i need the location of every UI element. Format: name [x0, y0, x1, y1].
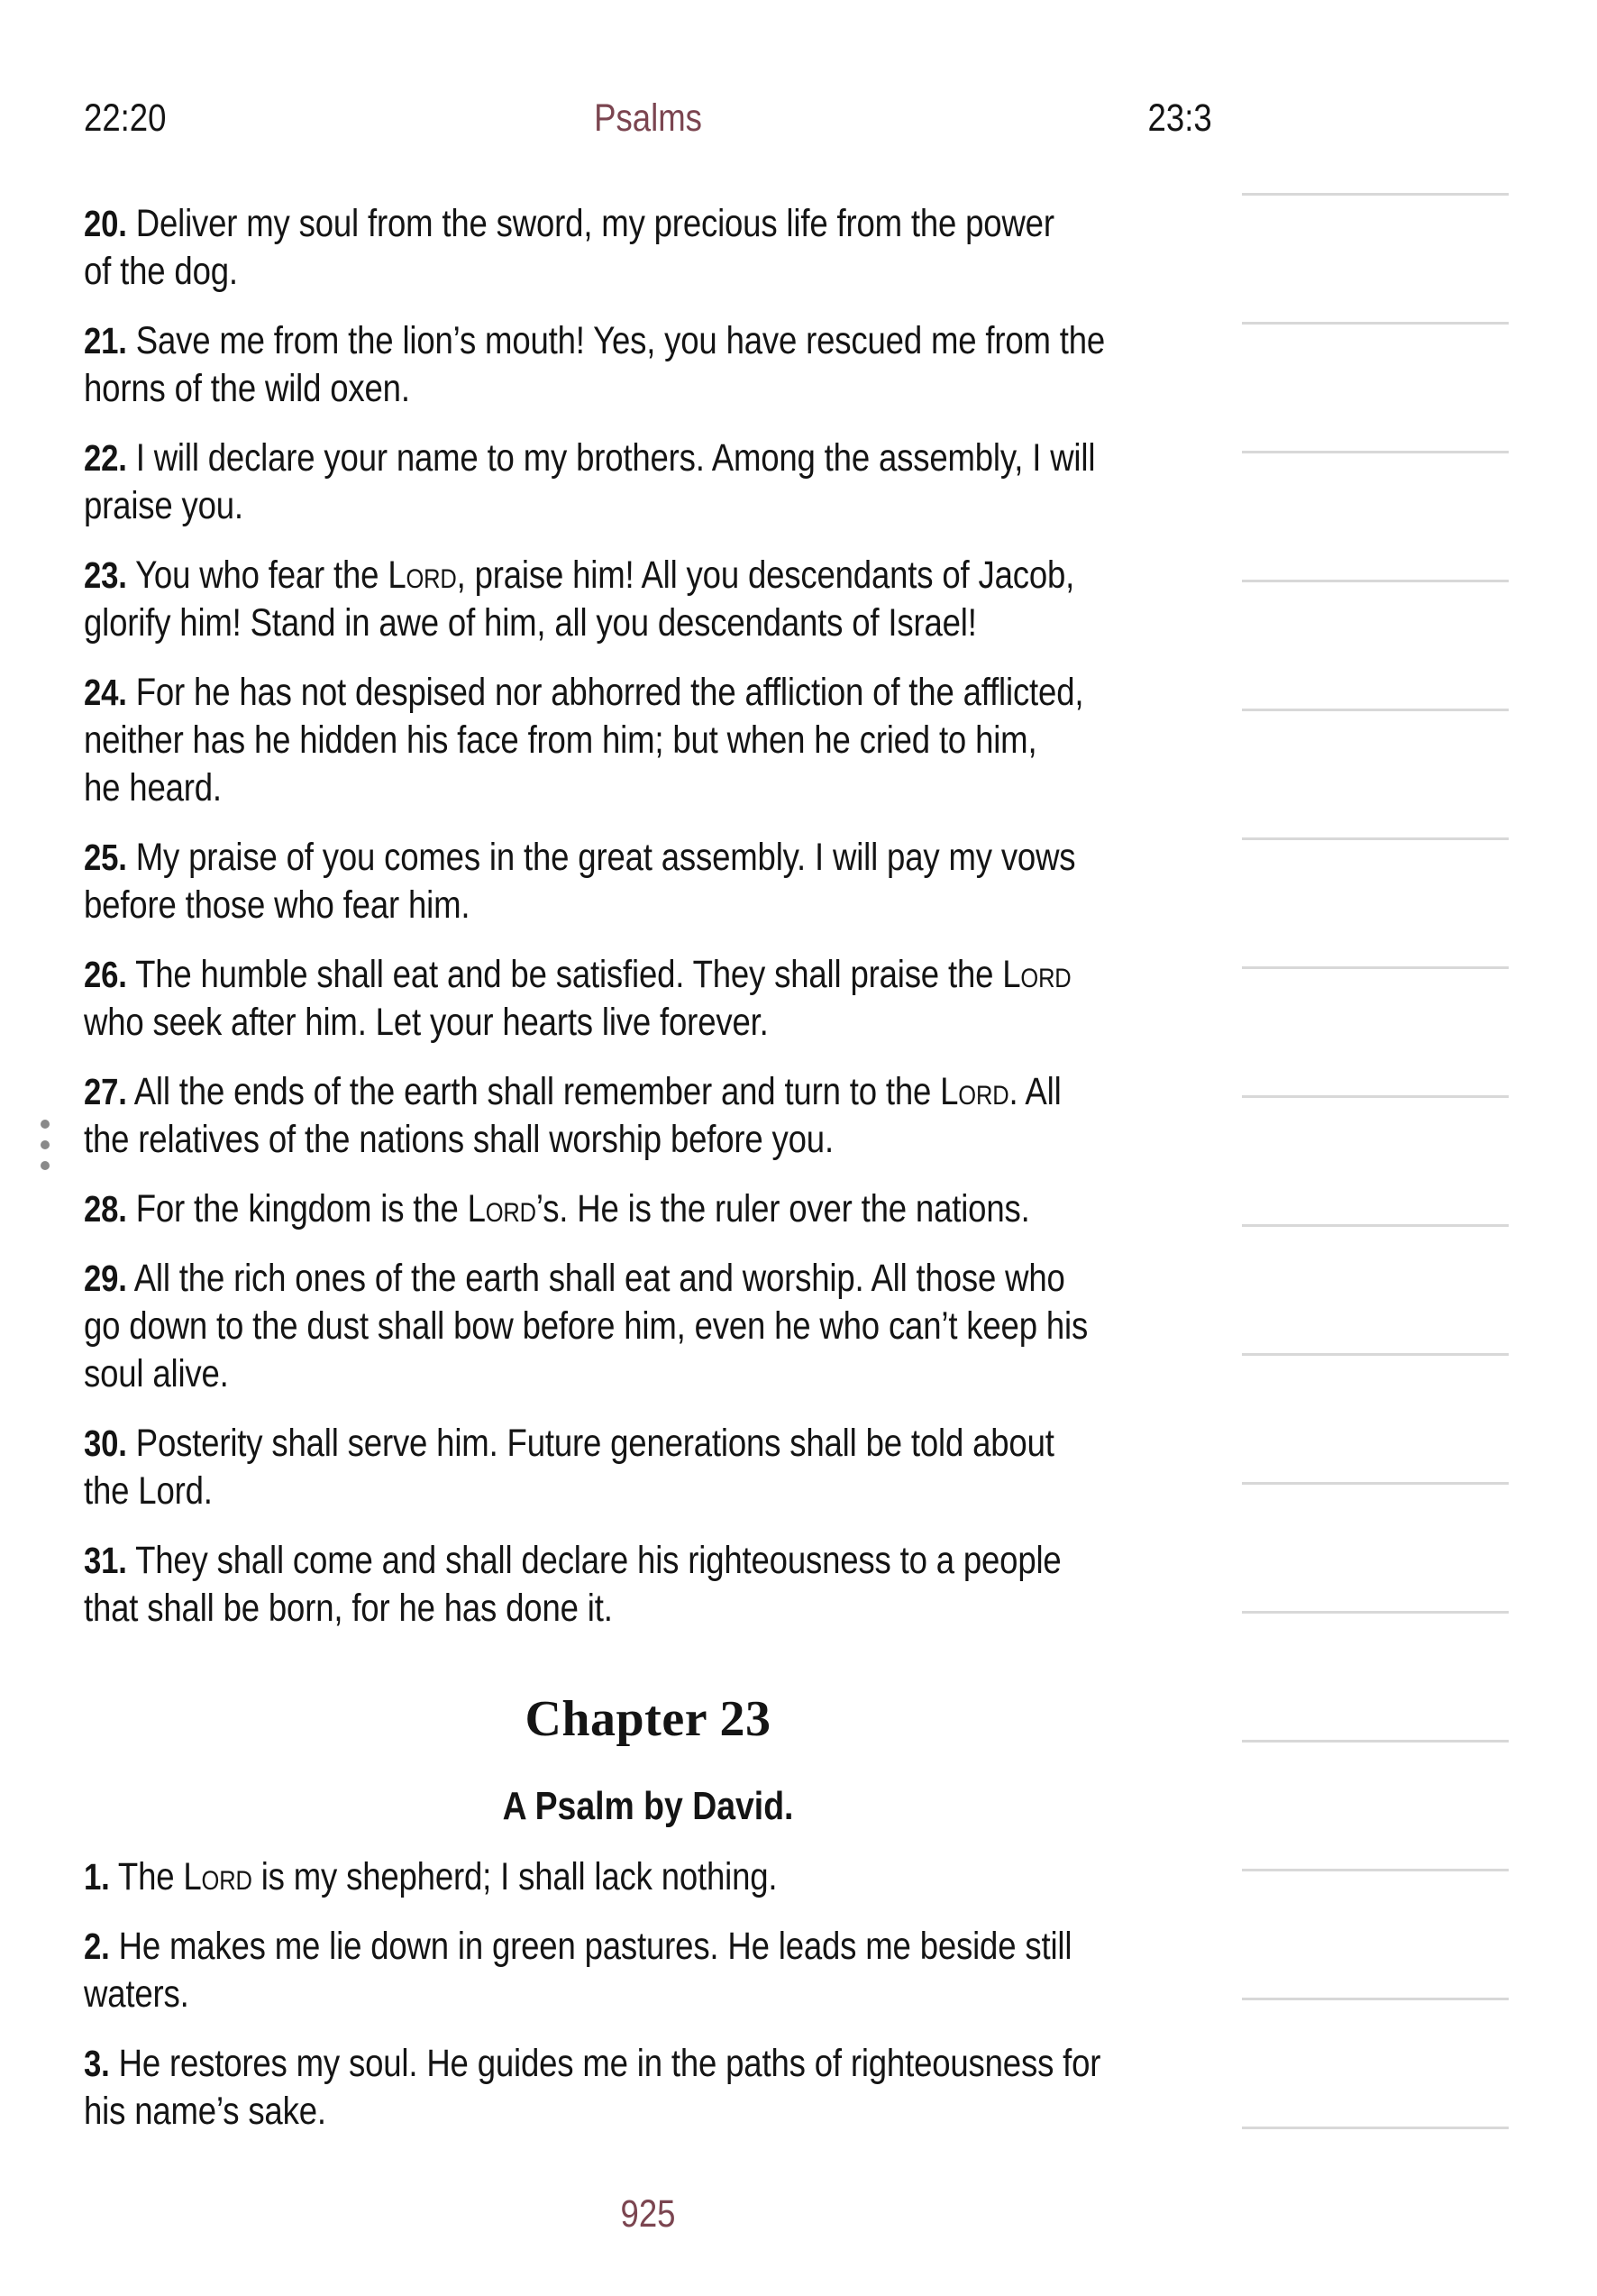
- verse-23[interactable]: 23. You who fear the Lord, praise him! All you descendants of Jacob, glorify him! Stand in awe of him, all you descendants of Israel!: [84, 553, 1075, 645]
- verse-3[interactable]: 3. He restores my soul. He guides me in the paths of righteousness for his name’s sake.: [84, 2042, 1101, 2133]
- margin-note-line: [1242, 2127, 1509, 2129]
- lord-smallcaps: Lord: [183, 1855, 252, 1898]
- verse-number: 30.: [84, 1422, 127, 1464]
- margin-note-line: [1242, 451, 1509, 453]
- verse-22[interactable]: 22. I will declare your name to my brothers. Among the assembly, I will praise you.: [84, 436, 1096, 527]
- margin-note-line: [1242, 1740, 1509, 1743]
- verse-number: 23.: [84, 554, 127, 596]
- verse-number: 26.: [84, 954, 127, 995]
- lord-smallcaps: Lord: [388, 553, 457, 597]
- chapter-22-verse-list: [84, 200, 1212, 1633]
- verse-21[interactable]: 21. Save me from the lion’s mouth! Yes, you have rescued me from the horns of the wild oxen.: [84, 319, 1106, 410]
- chapter-23-verse-list: [84, 1853, 1212, 2136]
- verse-number: 25.: [84, 837, 127, 878]
- ellipsis-dot-icon: [41, 1140, 50, 1149]
- verse-number: 24.: [84, 672, 127, 713]
- margin-note-line: [1242, 1353, 1509, 1356]
- verse-1[interactable]: 1. The Lord is my shepherd; I shall lack nothing.: [84, 1855, 778, 1898]
- verse-number: 22.: [84, 437, 127, 479]
- ellipsis-dot-icon: [41, 1161, 50, 1170]
- margin-note-line: [1242, 1611, 1509, 1614]
- margin-note-line: [1242, 1998, 1509, 2000]
- verse-24[interactable]: 24. For he has not despised nor abhorred the affliction of the afflicted, neither has he hidden his face from him; but when he cried to him, he heard.: [84, 671, 1084, 810]
- margin-note-line: [1242, 1224, 1509, 1227]
- chapter-heading: Chapter 23: [525, 1691, 771, 1747]
- verse-number: 29.: [84, 1258, 127, 1299]
- verse-2[interactable]: 2. He makes me lie down in green pastures. He leads me beside still waters.: [84, 1925, 1072, 2016]
- ellipsis-dot-icon: [41, 1120, 50, 1129]
- page-footer: [84, 2191, 1212, 2237]
- verse-context-menu-dots-handle[interactable]: [41, 1120, 50, 1170]
- lord-smallcaps: Lord: [940, 1070, 1009, 1113]
- verse-25[interactable]: 25. My praise of you comes in the great assembly. I will pay my vows before those who fear him.: [84, 836, 1076, 927]
- psalm-subtitle: A Psalm by David.: [502, 1784, 794, 1828]
- margin-note-line: [1242, 193, 1509, 196]
- verse-number: 28.: [84, 1188, 127, 1230]
- margin-note-line: [1242, 1869, 1509, 1871]
- reader-header: [84, 94, 1212, 142]
- page-number: 925: [620, 2192, 676, 2236]
- header-current-verse-ref: 22:20: [84, 96, 167, 140]
- margin-note-line: [1242, 580, 1509, 582]
- lord-smallcaps: Lord: [1002, 953, 1072, 996]
- verse-30[interactable]: 30. Posterity shall serve him. Future generations shall be told about the Lord.: [84, 1422, 1054, 1513]
- margin-note-line: [1242, 709, 1509, 711]
- margin-note-line: [1242, 837, 1509, 840]
- verse-number: 2.: [84, 1926, 110, 1967]
- header-end-verse-ref: 23:3: [1147, 96, 1212, 140]
- verse-28[interactable]: 28. For the kingdom is the Lord’s. He is the ruler over the nations.: [84, 1187, 1030, 1230]
- verse-20[interactable]: 20. Deliver my soul from the sword, my precious life from the power of the dog.: [84, 202, 1054, 293]
- verse-number: 27.: [84, 1071, 127, 1112]
- verse-number: 3.: [84, 2043, 110, 2084]
- margin-note-line: [1242, 1095, 1509, 1098]
- verse-number: 20.: [84, 203, 127, 244]
- verse-29[interactable]: 29. All the rich ones of the earth shall eat and worship. All those who go down to the dust shall bow before him, even he who can’t keep his soul alive.: [84, 1257, 1089, 1395]
- verse-26[interactable]: 26. The humble shall eat and be satisfied. They shall praise the Lord who seek after him. Let your hearts live forever.: [84, 953, 1072, 1044]
- verse-number: 1.: [84, 1856, 110, 1898]
- verse-27[interactable]: 27. All the ends of the earth shall remember and turn to the Lord. All the relatives of the nations shall worship before you.: [84, 1070, 1062, 1161]
- header-book-title: Psalms: [594, 96, 702, 140]
- verse-31[interactable]: 31. They shall come and shall declare his righteousness to a people that shall be born, for he has done it.: [84, 1539, 1062, 1630]
- margin-note-line: [1242, 322, 1509, 325]
- margin-note-line: [1242, 966, 1509, 969]
- margin-note-line: [1242, 1482, 1509, 1485]
- text-column: [84, 94, 1212, 2237]
- verse-number: 21.: [84, 320, 127, 361]
- lord-smallcaps: Lord: [467, 1187, 536, 1230]
- verse-number: 31.: [84, 1540, 127, 1581]
